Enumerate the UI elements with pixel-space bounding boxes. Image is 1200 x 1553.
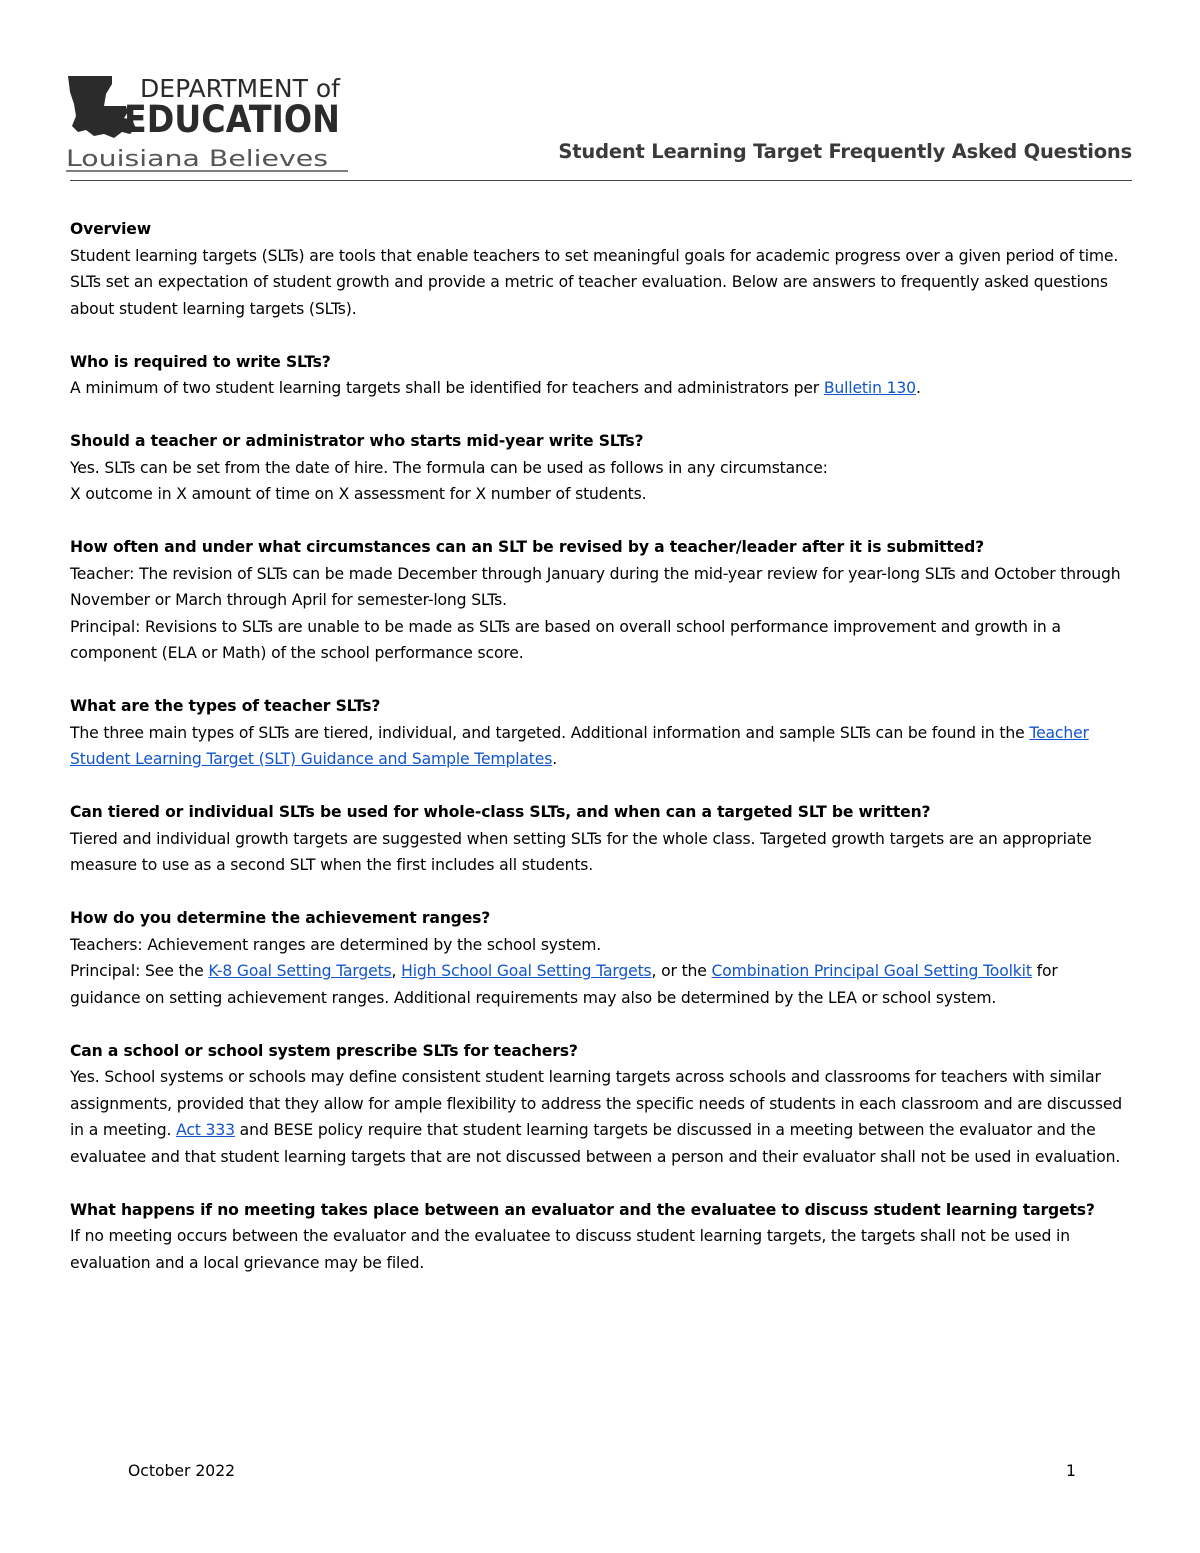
answer-text: Teachers: Achievement ranges are determined by the school system. <box>70 935 602 954</box>
faq-section <box>70 349 1132 402</box>
faq-answer <box>70 375 1132 402</box>
answer-text: Principal: See the <box>70 962 209 980</box>
faq-question: What are the types of teacher SLTs? <box>70 697 381 715</box>
header-rule <box>70 180 1132 181</box>
answer-text: Principal: Revisions to SLTs are unable to be made as SLTs are based on overall school performance improvement and growth in a component (ELA or Math) of the school performance score. <box>70 617 1061 662</box>
document-title: Student Learning Target Frequently Asked Questions <box>558 140 1132 163</box>
answer-text: for guidance on setting achievement ranges. Additional requirements may also be determined by the LEA or school system. <box>70 962 1058 1007</box>
faq-answer <box>70 1064 1132 1170</box>
faq-answer <box>70 614 1132 667</box>
answer-text: If no meeting occurs between the evaluator and the evaluatee to discuss student learning targets, the targets shall not be used in evaluation and a local grievance may be filed. <box>70 1227 1070 1272</box>
answer-text: Teacher: The revision of SLTs can be made December through January during the mid-year review for year-long SLTs and October through November or March through April for semester-long SLTs. <box>70 564 1121 609</box>
answer-text: Student learning targets (SLTs) are tools that enable teachers to set meaningful goals for academic progress over a given period of time. SLTs set an expectation of student growth and provide a metric of teacher evaluation. Below are answers to frequently asked questions about student learning targets (SLTs). <box>70 246 1119 318</box>
faq-answer <box>70 481 1132 508</box>
faq-question: Can a school or school system prescribe SLTs for teachers? <box>70 1041 578 1060</box>
answer-text: Yes. School systems or schools may define consistent student learning targets across schools and classrooms for teachers with similar assignments, provided that they allow for ample flexibility to address the specific needs of students in each classroom and are discussed in a meeting. <box>70 1068 1123 1139</box>
reference-link[interactable]: Act 333 <box>176 1121 235 1139</box>
reference-link[interactable]: Combination Principal Goal Setting Toolkit <box>711 962 1032 980</box>
reference-link[interactable]: Teacher Student Learning Target (SLT) Guidance and Sample Templates <box>70 723 1089 768</box>
answer-text: , or the <box>651 962 712 980</box>
faq-section <box>70 534 1132 667</box>
answer-text: The three main types of SLTs are tiered, individual, and targeted. Additional information and sample SLTs can be found in the <box>70 723 1030 742</box>
faq-content <box>70 216 1132 1303</box>
faq-section <box>70 428 1132 508</box>
faq-question: What happens if no meeting takes place between an evaluator and the evaluatee to discuss student learning targets? <box>70 1200 1095 1219</box>
faq-question: Can tiered or individual SLTs be used for whole-class SLTs, and when can a targeted SLT be written? <box>70 803 931 821</box>
faq-answer <box>70 932 1132 959</box>
answer-text: Tiered and individual growth targets are suggested when setting SLTs for the whole class. Targeted growth targets are an appropriate measure to use as a second SLT when the first includes all students. <box>70 829 1092 874</box>
faq-answer <box>70 1223 1132 1276</box>
department-of-education-logo <box>66 70 356 174</box>
faq-answer <box>70 958 1132 1011</box>
answer-text: A minimum of two student learning targets shall be identified for teachers and administrators per <box>70 379 824 397</box>
answer-text: . <box>915 379 921 397</box>
logo-tagline: Louisiana Believes <box>66 147 328 172</box>
answer-text: Yes. SLTs can be set from the date of hire. The formula can be used as follows in any circumstance: <box>70 458 828 477</box>
faq-section <box>70 1038 1132 1171</box>
faq-question: Overview <box>70 220 151 238</box>
answer-text: . <box>552 750 558 768</box>
answer-text: X outcome in X amount of time on X assessment for X number of students. <box>70 485 647 503</box>
faq-question: How often and under what circumstances can an SLT be revised by a teacher/leader after it is submitted? <box>70 538 984 556</box>
faq-question: How do you determine the achievement ranges? <box>70 909 491 927</box>
faq-answer <box>70 243 1132 323</box>
faq-answer <box>70 826 1132 879</box>
logo-line-education: EDUCATION <box>124 98 340 141</box>
answer-text: , <box>391 962 402 980</box>
faq-question: Should a teacher or administrator who starts mid-year write SLTs? <box>70 432 644 450</box>
logo-line-department: DEPARTMENT of <box>140 74 342 103</box>
footer-date: October 2022 <box>128 1462 236 1480</box>
faq-section <box>70 905 1132 1011</box>
faq-answer <box>70 561 1132 614</box>
reference-link[interactable]: High School Goal Setting Targets <box>401 962 652 980</box>
faq-section <box>70 799 1132 879</box>
faq-section <box>70 693 1132 773</box>
faq-section <box>70 1197 1132 1277</box>
faq-answer <box>70 455 1132 482</box>
faq-section <box>70 216 1132 322</box>
answer-text: and BESE policy require that student learning targets be discussed in a meeting between the evaluator and the evaluatee and that student learning targets that are not discussed between a person and their evaluator shall not be used in evaluation. <box>70 1121 1121 1166</box>
footer-page-number: 1 <box>1066 1462 1076 1480</box>
reference-link[interactable]: Bulletin 130 <box>823 379 916 397</box>
faq-question: Who is required to write SLTs? <box>70 352 331 371</box>
faq-answer <box>70 720 1132 773</box>
reference-link[interactable]: K-8 Goal Setting Targets <box>208 962 392 980</box>
